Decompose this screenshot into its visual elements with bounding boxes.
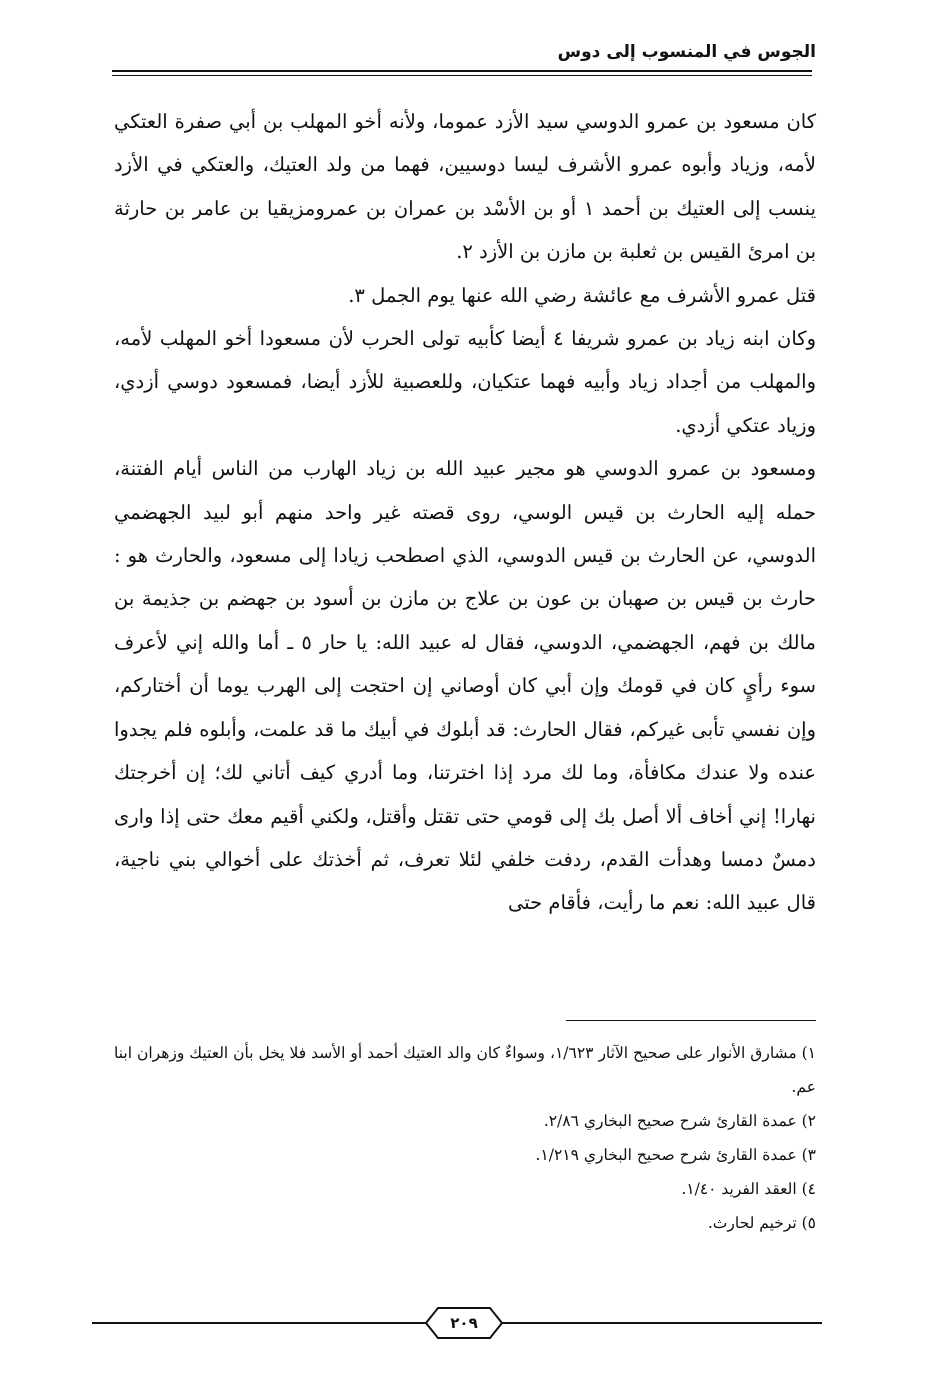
paragraph: ومسعود بن عمرو الدوسي هو مجير عبيد الله بن زياد الهارب من الناس أيام الفتنة، حمله إليه الحارث بن قيس الوسي، روى قصته غير واحد منهم أبو لبيد الجهضمي الدوسي، عن الحارث بن قيس الدوسي، الذي اصطحب زيادا إلى مسعود، والحارث هو : حارث بن قيس بن صهبان بن عون بن علاج بن مازن بن أسود بن جهضم بن جذيمة بن مالك بن فهم، الجهضمي، الدوسي، فقال له عبيد الله: يا حار ٥ ـ أما والله إني لأعرف سوء رأيٍ كان في قومك وإن أبي كان أوصاني إن احتجت إلى الهرب يوما أن أختاركم، وإن نفسي تأبى غيركم، فقال الحارث: قد أبلوك في أبيك ما قد علمت، وأبلوه فلم يجدوا عنده ولا عندك مكافأة، وما لك مرد إذا اخترتنا، وما أدري كيف أتاني لك؛ إن أخرجتك نهارا! إني أخاف ألا أصل بك إلى قومي حتى تقتل وأقتل، ولكني أقيم معك حتى إذا وارى دمسٌ دمسا وهدأت القدم، ردفت خلفي لئلا تعرف، ثم أخذتك على أخوالي بني ناجية، قال عبيد الله: نعم ما رأيت، فأقام حتى [114,457,816,915]
page-number-frame [424,1306,504,1340]
main-text [114,100,816,925]
footer-rule-right [500,1322,822,1324]
header-rule [112,70,812,72]
footnote: ٢) عمدة القارئ شرح صحيح البخاري ٢/٨٦. [543,1112,816,1130]
footnote: ٤) العقد الفريد ١/٤٠. [681,1180,816,1198]
paragraph: قتل عمرو الأشرف مع عائشة رضي الله عنها يوم الجمل ٣. [348,283,816,307]
footnote: ٥) ترخيم لحارث. [707,1214,816,1232]
footnote-separator [566,1020,816,1021]
paragraph: كان مسعود بن عمرو الدوسي سيد الأزد عموما، ولأنه أخو المهلب بن أبي صفرة العتكي لأمه، وزياد وأبوه عمرو الأشرف ليسا دوسيين، فهما من ولد العتيك، والعتكي في الأزد ينسب إلى العتيك بن أحمد ١ أو بن الأسْد بن عمران بن عمرومزيقيا بن عامر بن حارثة بن امرئ القيس بن ثعلبة بن مازن بن الأزد ٢. [114,110,816,264]
footnotes [114,1036,816,1240]
running-header-title: الجوس في المنسوب إلى دوس [557,42,816,62]
paragraph: وكان ابنه زياد بن عمرو شريفا ٤ أيضا كأبيه تولى الحرب لأن مسعودا أخو المهلب لأمه، والمهلب من أجداد زياد وأبيه فهما عتكيان، وللعصبية للأزد أيضا، فمسعود دوسي أزدي، وزياد عتكي أزدي. [114,327,817,437]
footer-rule-left [92,1322,428,1324]
page-number: ٢٠٩ [450,1314,478,1332]
header-rule-thin [112,75,812,76]
footnote: ٣) عمدة القارئ شرح صحيح البخاري ١/٢١٩. [535,1146,816,1164]
footnote: ١) مشارق الأنوار على صحيح الآثار ١/٦٢٣، وسواءٌ كان والد العتيك أحمد أو الأسد فلا يخل بأن العتيك وزهران ابنا عم. [114,1044,816,1096]
